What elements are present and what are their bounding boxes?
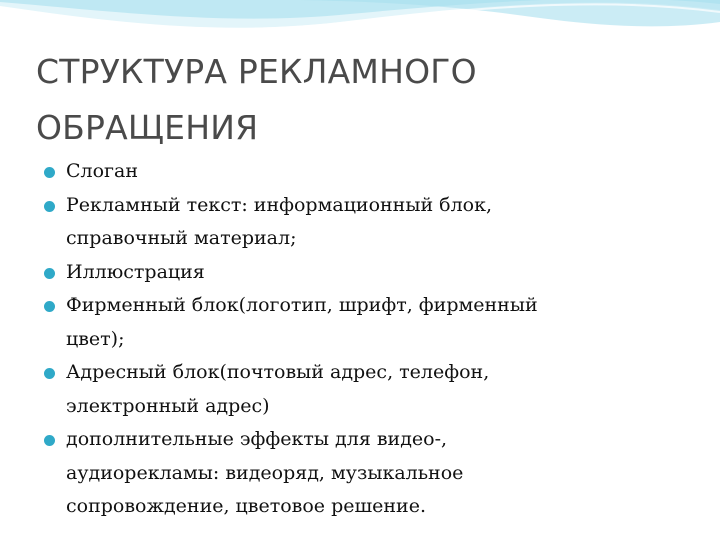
bullet-dot-icon [44,201,55,212]
bullet-dot-icon [44,268,55,279]
bullet-dot-icon [44,301,55,312]
bullet-text-line: Иллюстрация [66,260,205,283]
bullet-text-line: Рекламный текст: информационный блок, [66,193,493,216]
bullet-text-line: Адресный блок(почтовый адрес, телефон, [66,361,490,383]
bullet-text-line: аудиорекламы: видеоряд, музыкальное [66,461,464,484]
bullet-dot-icon [44,435,55,446]
list-item [44,189,664,256]
title-line: СТРУКТУРА РЕКЛАМНОГО [36,52,477,91]
bullet-text-line: электронный адрес) [66,394,270,417]
bullet-text-line: дополнительные эффекты для видео-, [66,428,448,450]
page-title [36,44,686,156]
bullet-text-line: справочный материал; [66,227,297,249]
list-item [44,423,664,524]
list-item [44,256,664,290]
list-item [44,155,664,189]
bullet-text-line: Слоган [66,160,138,182]
bullet-text-line: Фирменный блок(логотип, шрифт, фирменный [66,294,538,316]
title-line: ОБРАЩЕНИЯ [36,108,259,147]
bullet-text-line: сопровождение, цветовое решение. [66,495,427,517]
list-item [44,289,664,356]
bullet-list [44,155,664,524]
bullet-text-line: цвет); [66,327,125,350]
bullet-dot-icon [44,167,55,178]
list-item [44,356,664,423]
bullet-dot-icon [44,368,55,379]
